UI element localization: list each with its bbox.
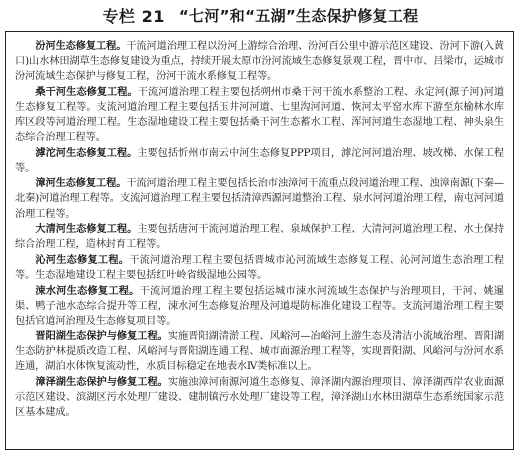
section-heading: 漳河生态修复工程。 xyxy=(35,178,127,190)
section-jinyanghu xyxy=(15,329,504,374)
column-title: “七河”和“五湖”生态保护修复工程 xyxy=(178,6,419,25)
section-body: 干流河道治理工程主要包括朔州市桑干河干流水系整治工程、永定河(源子河)河道生态修复工程等。支流河道治理工程主要包括玉井河河道、七里沟河河道、恢河太平窑水库下游至东榆林水库库区段等河道治理工程。生态湿地建设工程主要包括桑干河生态蓄水工程、浑河河道生态湿地工程、神头泉生态综合治理工程等。 xyxy=(15,86,505,144)
section-heading: 沁河生态修复工程。 xyxy=(35,254,130,266)
section-body: 实施浊漳河南源河道生态修复、漳泽湖内源治理项目、漳泽湖西岸农业面源示范区建设、滨湖区污水处理厂建设、建制镇污水处理厂建设等工程，漳泽湖山水林田湖草生态系统国家示范区基本建成。 xyxy=(15,377,504,419)
section-body: 干流河道治理工程主要包括晋城市沁河流域生态修复工程、沁河河道生态治理工程等。生态湿地建设工程主要包括红叶岭省级湿地公园等。 xyxy=(15,254,504,281)
section-zhanghe xyxy=(15,176,504,221)
section-sangganhe xyxy=(15,85,504,145)
section-body: 干流河道治理工程以汾河上游综合治理、汾河百公里中游示范区建设、汾河下游(入黄口)山水林田湖草生态修复建设为重点，持续开展太原市汾河流域生态修复景观工程，晋中市、吕梁市，运城市汾河流域生态保护与修复工程，汾河干流水系修复工程等。 xyxy=(15,41,505,83)
section-heading: 桑干河生态修复工程。 xyxy=(35,86,138,98)
section-body: 实施晋阳湖清淤工程、风峪河—冶峪河上游生态及清洁小流域治理、晋阳湖生态防护林提质改造工程、风峪河与晋阳湖连通工程、城市面源治理工程等，实现晋阳湖、风峪河与汾河水系连通，湖泊水体恢复流动性，水质目标稳定在地表水Ⅳ类标准以上。 xyxy=(15,331,504,373)
section-qinhe xyxy=(15,253,504,283)
section-body: 干流河道治理工程主要包括长治市浊漳河干流重点段河道治理工程、浊漳南源(下秦—北秦)河道治理工程等。支流河道治理工程主要包括清漳西源河道整治工程、泉水河河道治理工程，南屯河河道治理工程等。 xyxy=(15,178,505,220)
column-header xyxy=(0,0,521,30)
section-heading: 涑水河生态修复工程。 xyxy=(35,285,140,297)
section-body: 主要包括唐河干流河道治理工程、泉域保护工程、大清河河道治理工程、水土保持综合治理工程，造林封育工程等。 xyxy=(15,224,505,251)
section-body: 主要包括忻州市南云中河生态修复PPP项目，滹沱河河道治理、坡改梯、水保工程等。 xyxy=(15,147,504,174)
section-fenhe xyxy=(15,39,504,84)
section-heading: 滹沱河生态修复工程。 xyxy=(35,147,138,159)
section-sushuihe xyxy=(15,284,504,329)
section-zhangzehu xyxy=(15,375,504,420)
section-hutuohe xyxy=(15,146,504,176)
section-daqinghe xyxy=(15,222,504,252)
content-box xyxy=(5,31,514,450)
section-heading: 大清河生态修复工程。 xyxy=(35,224,138,236)
section-heading: 漳泽湖生态保护与修复工程。 xyxy=(35,377,168,389)
section-heading: 汾河生态修复工程。 xyxy=(35,41,127,52)
section-heading: 晋阳湖生态保护与修复工程。 xyxy=(35,331,168,343)
section-body: 干流河道治理工程主要包括运城市涑水河流域生态保护与治理项目，干河、姚暹渠、鸭子池水态综合提升等工程，涑水河生态修复治理及河道堤防标准化建设工程等。支流河道治理工程主要包括官道河治理及生态修复项目等。 xyxy=(15,285,505,327)
column-label: 专栏 21 xyxy=(102,6,165,26)
